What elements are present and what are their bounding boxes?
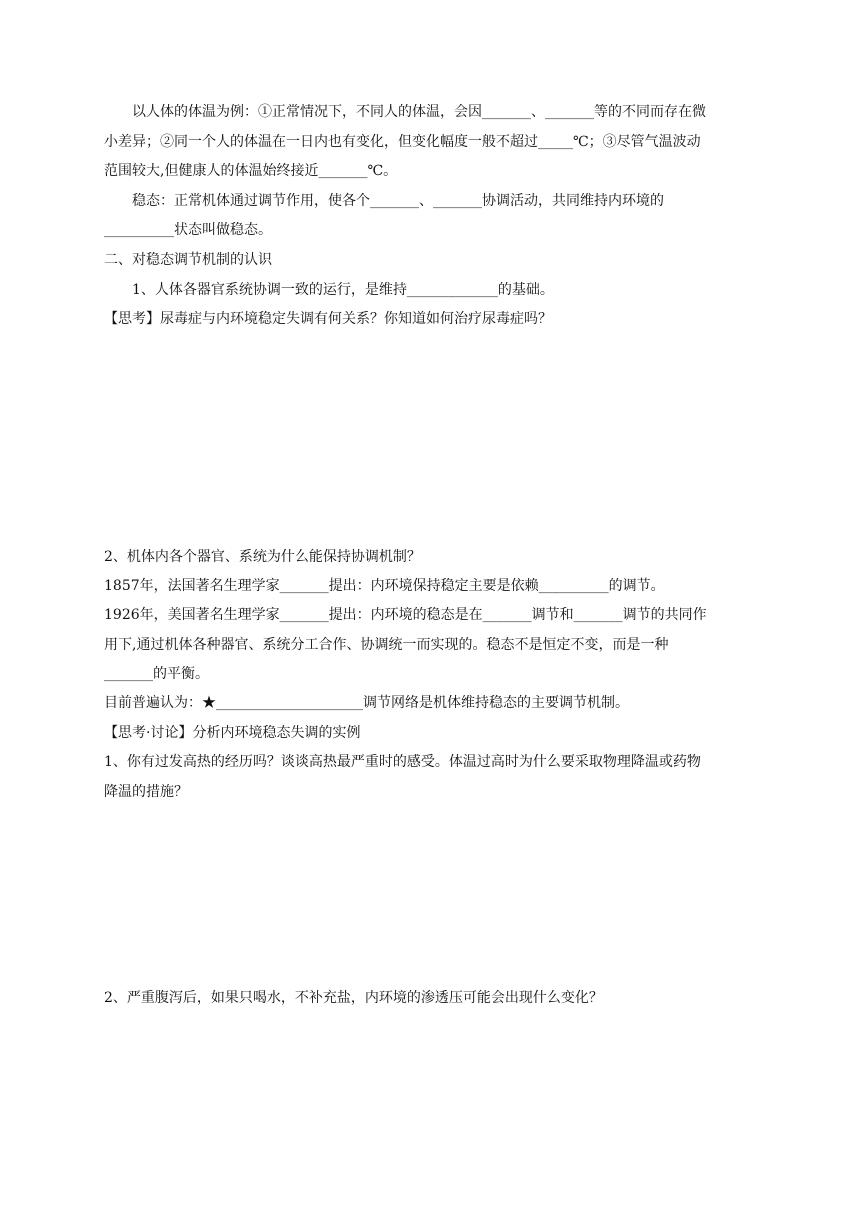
body-temperature-paragraph-line-1: 以人体的体温为例：①正常情况下，不同人的体温，会因_______、_______等的不同而存在微 bbox=[132, 104, 706, 120]
question-1-line-1: 1、你有过发高热的经历吗？谈谈高热最严重时的感受。体温过高时为什么要采取物理降温或药物 bbox=[104, 754, 701, 770]
history-1926-line-1: 1926年，美国著名生理学家_______提出：内环境的稳态是在_______调节和_______调节的共同作 bbox=[104, 607, 707, 623]
question-2-diarrhea: 2、严重腹泻后，如果只喝水，不补充盐，内环境的渗透压可能会出现什么变化？ bbox=[104, 990, 603, 1006]
body-temperature-paragraph-line-2: 小差异；②同一个人的体温在一日内也有变化，但变化幅度一般不超过_____℃；③尽管气温波动 bbox=[104, 134, 701, 150]
body-temperature-paragraph-line-3: 范围较大,但健康人的体温始终接近_______℃。 bbox=[104, 163, 398, 179]
think-question-uremia: 【思考】尿毒症与内环境稳定失调有何关系？你知道如何治疗尿毒症吗？ bbox=[104, 311, 552, 327]
homeostasis-definition-line-1: 稳态：正常机体通过调节作用，使各个_______、_______协调活动，共同维持内环境的 bbox=[132, 193, 664, 209]
item-1-organ-coordination: 1、人体各器官系统协调一致的运行，是维持_____________的基础。 bbox=[132, 282, 554, 298]
homeostasis-definition-line-2: __________状态叫做稳态。 bbox=[104, 222, 272, 238]
history-1926-line-3: _______的平衡。 bbox=[104, 666, 209, 682]
history-1926-line-2: 用下,通过机体各种器官、系统分工合作、协调统一而实现的。稳态不是恒定不变，而是一种 bbox=[104, 637, 669, 653]
current-view-regulation-network: 目前普遍认为：★_____________________调节网络是机体维持稳态的主要调节机制。 bbox=[104, 695, 629, 711]
item-2-coordination-mechanism: 2、机体内各个器官、系统为什么能保持协调机制？ bbox=[104, 549, 421, 565]
section-2-heading: 二、对稳态调节机制的认识 bbox=[104, 252, 272, 268]
history-1857: 1857年，法国著名生理学家_______提出：内环境保持稳定主要是依赖__________的调节。 bbox=[104, 578, 665, 594]
discussion-heading: 【思考·讨论】分析内环境稳态失调的实例 bbox=[104, 725, 361, 741]
question-1-line-2: 降温的措施？ bbox=[104, 784, 188, 800]
